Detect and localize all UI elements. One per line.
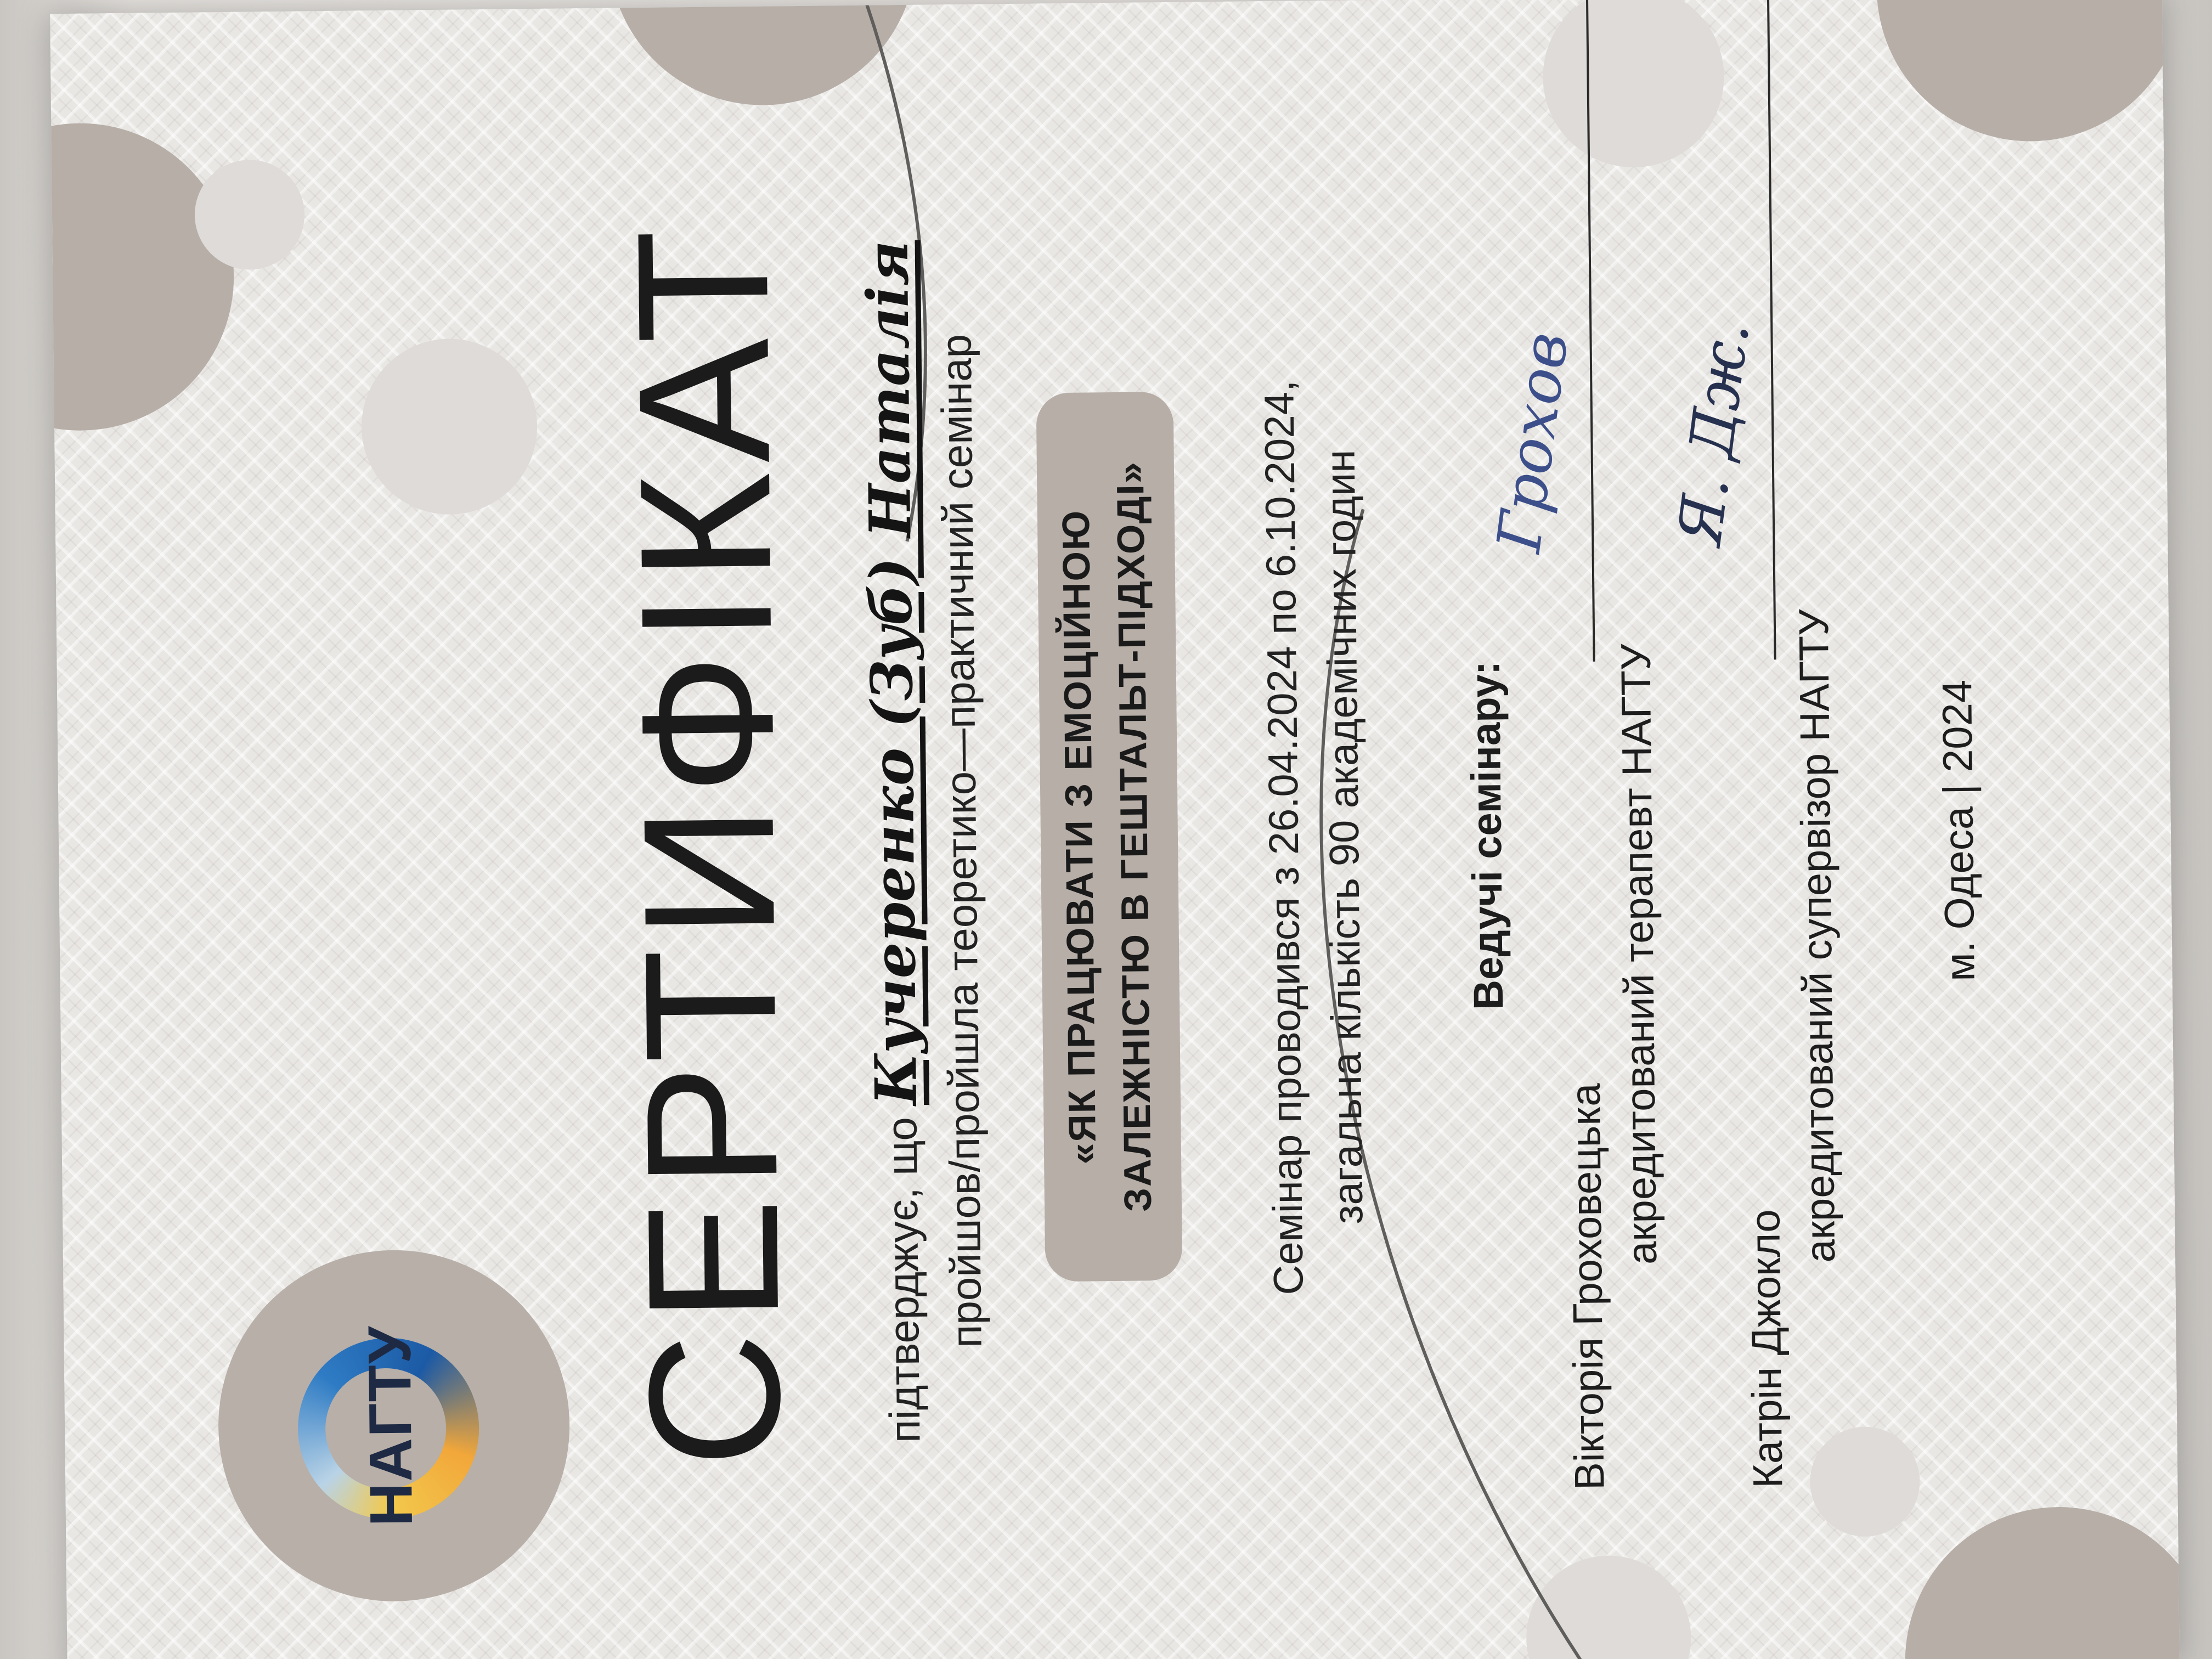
leader-1-role: акредитований терапевт НАГТУ xyxy=(1612,644,1666,1265)
seminar-topic-box xyxy=(1036,392,1182,1282)
certificate-sheet xyxy=(50,0,2180,1659)
topic-line-2: ЗАЛЕЖНІСТЮ В ГЕШТАЛЬТ-ПІДХОДІ» xyxy=(1108,460,1160,1212)
certificate-title: СЕРТИФІКАТ xyxy=(598,218,820,1469)
city-year: м. Одеса | 2024 xyxy=(1934,679,1984,982)
recipient-name: Кучеренко (Зуб) Наталія xyxy=(853,240,930,1106)
leaders-heading: Ведучі семінару: xyxy=(1462,661,1513,1011)
seminar-hours: загальна кількість 90 академічних годин xyxy=(1317,449,1372,1224)
leader-2-signature: Я. Дж. xyxy=(1664,317,1763,549)
confirm-prefix: підтверджує, що xyxy=(877,1116,929,1443)
leader-2-role: акредитований супервізор НАГТУ xyxy=(1790,608,1844,1263)
logo-text: НАГТУ xyxy=(356,1324,426,1527)
leader-2-name: Катрін Джокло xyxy=(1742,1209,1792,1489)
topic-line-1: «ЯК ПРАЦЮВАТИ З ЕМОЦІЙНОЮ xyxy=(1054,509,1104,1165)
passed-text: пройшов/пройшла теоретико—практичний семінар xyxy=(932,334,991,1348)
leader-1-name: Вікторія Гроховецька xyxy=(1562,1083,1613,1491)
leader-1-signature: Грохов xyxy=(1483,328,1582,556)
seminar-dates: Семінар проводився з 26.04.2024 по 6.10.2024, xyxy=(1256,380,1312,1295)
logo xyxy=(217,1248,572,1603)
